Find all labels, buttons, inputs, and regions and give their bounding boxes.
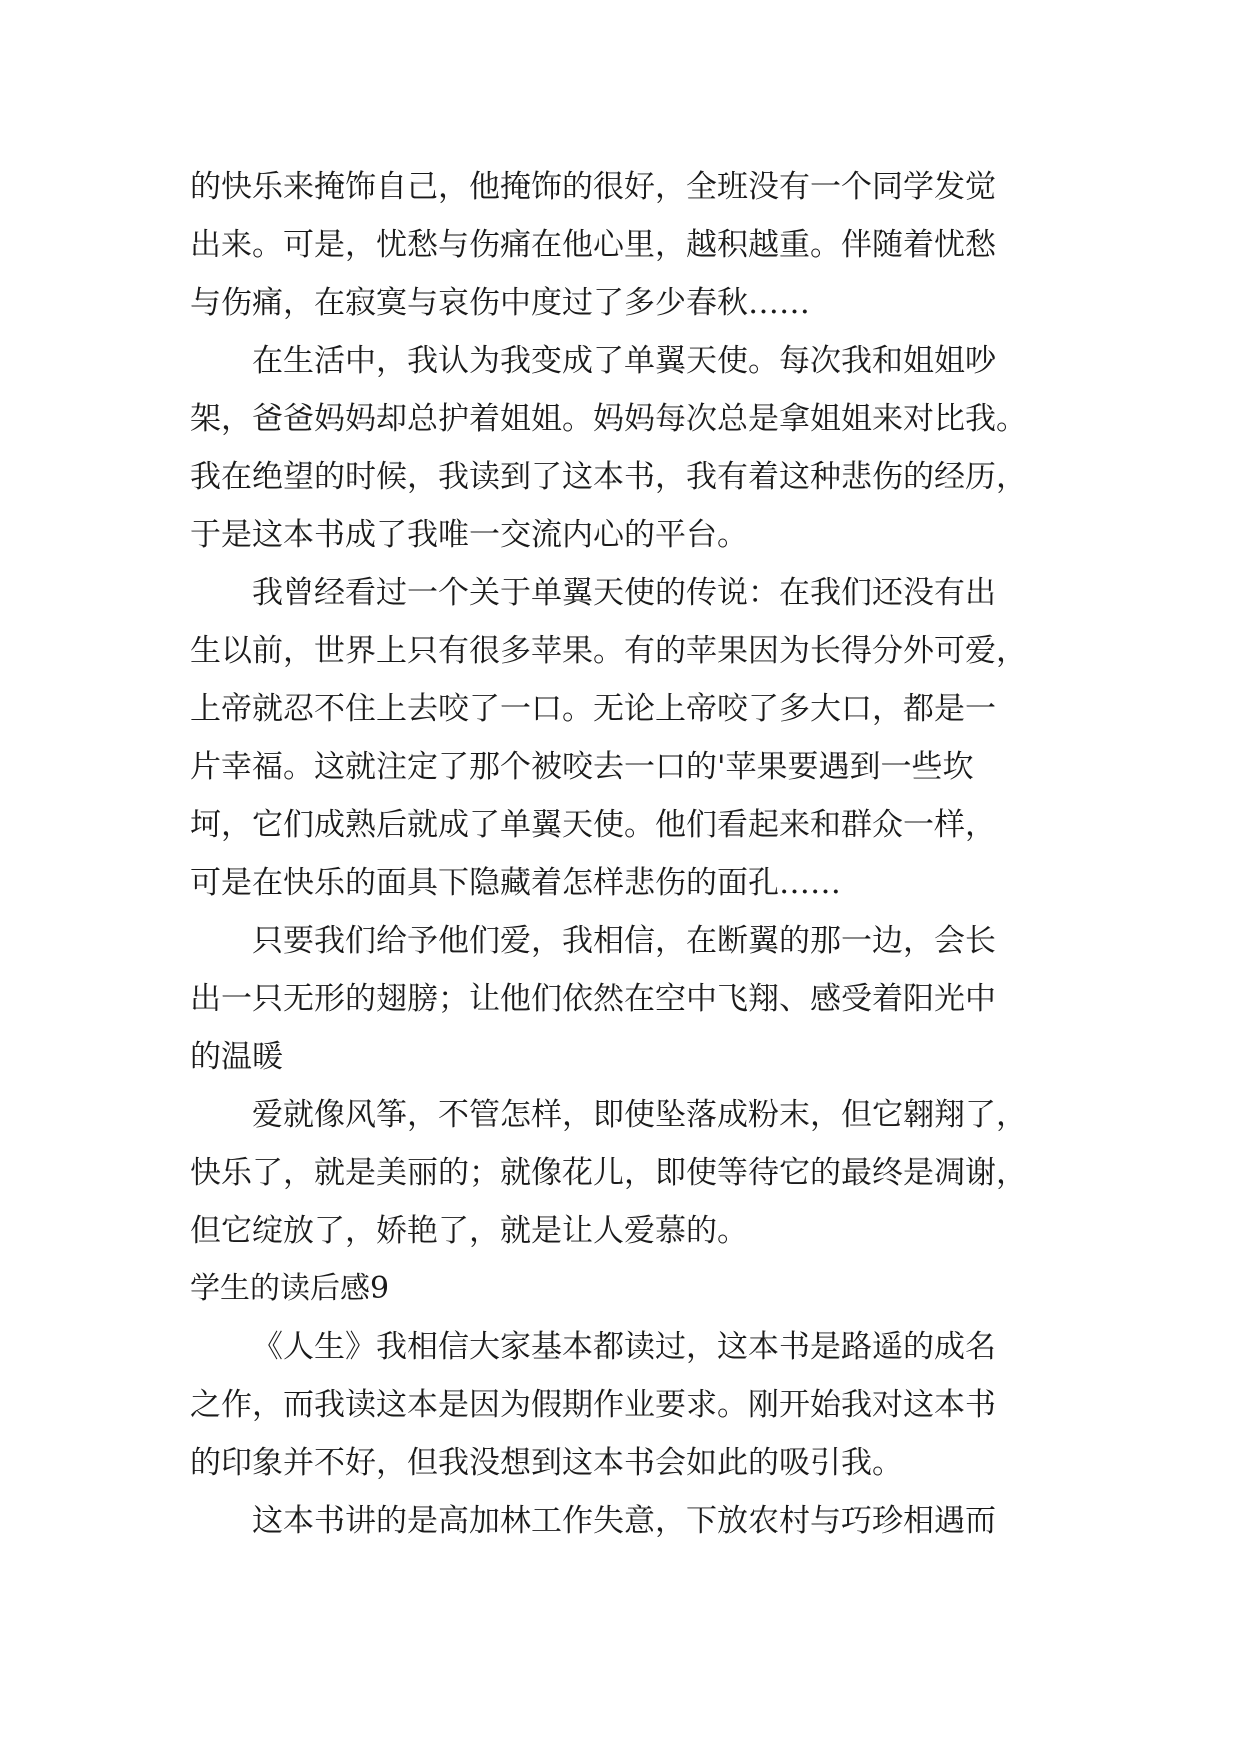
paragraph-start-line: 只要我们给予他们爱，我相信，在断翼的那一边，会长: [252, 923, 996, 959]
text-line: 的印象并不好，但我没想到这本书会如此的吸引我。: [190, 1445, 903, 1481]
text-line: 出来。可是，忧愁与伤痛在他心里，越积越重。伴随着忧愁: [190, 227, 996, 263]
text-line: 上帝就忍不住上去咬了一口。无论上帝咬了多大口，都是一: [190, 691, 996, 727]
text-line: 生以前，世界上只有很多苹果。有的苹果因为长得分外可爱，: [190, 633, 1027, 669]
text-line: 我在绝望的时候，我读到了这本书，我有着这种悲伤的经历，: [190, 459, 1027, 495]
text-line: 于是这本书成了我唯一交流内心的平台。: [190, 517, 748, 553]
text-line: 出一只无形的翅膀；让他们依然在空中飞翔、感受着阳光中: [190, 981, 996, 1017]
text-line: 的快乐来掩饰自己，他掩饰的很好，全班没有一个同学发觉: [190, 169, 996, 205]
paragraph-start-line: 爱就像风筝，不管怎样，即使坠落成粉末，但它翱翔了，: [252, 1097, 1027, 1133]
paragraph-start-line: 这本书讲的是高加林工作失意，下放农村与巧珍相遇而: [252, 1503, 996, 1539]
text-line: 的温暖: [190, 1039, 283, 1075]
text-line: 坷，它们成熟后就成了单翼天使。他们看起来和群众一样，: [190, 807, 996, 843]
text-line: 片幸福。这就注定了那个被咬去一口的'苹果要遇到一些坎: [190, 749, 974, 785]
text-line: 与伤痛，在寂寞与哀伤中度过了多少春秋……: [190, 285, 810, 321]
document-page: [190, 158, 1050, 1550]
text-line: 可是在快乐的面具下隐藏着怎样悲伤的面孔……: [190, 865, 841, 901]
paragraph-start-line: 在生活中，我认为我变成了单翼天使。每次我和姐姐吵: [252, 343, 996, 379]
section-heading: 学生的读后感9: [190, 1271, 390, 1306]
text-line: 之作，而我读这本是因为假期作业要求。刚开始我对这本书: [190, 1387, 996, 1423]
text-line: 架，爸爸妈妈却总护着姐姐。妈妈每次总是拿姐姐来对比我。: [190, 401, 1027, 437]
text-line: 快乐了，就是美丽的；就像花儿，即使等待它的最终是凋谢，: [190, 1155, 1027, 1191]
paragraph-start-line: 《人生》我相信大家基本都读过，这本书是路遥的成名: [252, 1329, 996, 1365]
paragraph-start-line: 我曾经看过一个关于单翼天使的传说：在我们还没有出: [252, 575, 996, 611]
text-line: 但它绽放了，娇艳了，就是让人爱慕的。: [190, 1213, 748, 1249]
